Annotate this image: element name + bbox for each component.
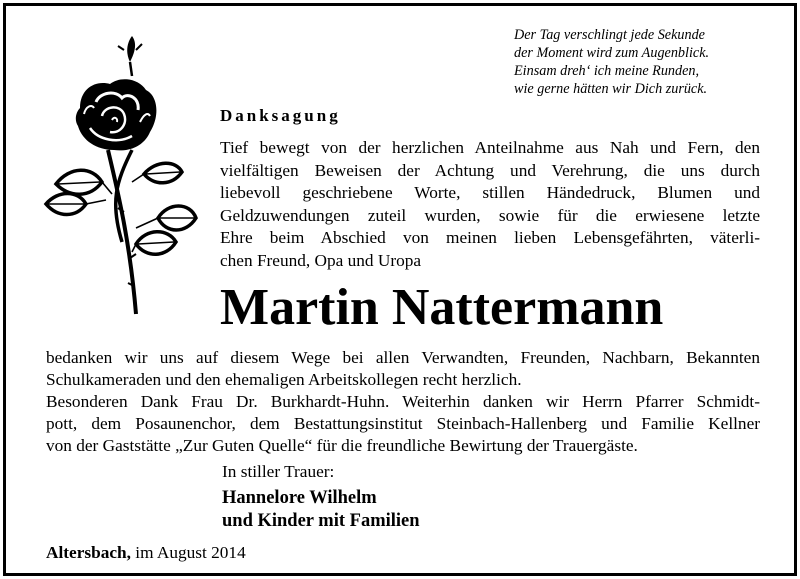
obituary-frame bbox=[3, 3, 797, 576]
mourning-line: In stiller Trauer: bbox=[222, 462, 335, 481]
intro-line: Ehre beim Abschied von meinen lieben Lebensgefährten, väterli- bbox=[220, 228, 760, 247]
body-line: Schulkameraden und den ehemaligen Arbeitskollegen recht herzlich. bbox=[46, 370, 522, 389]
body-line: von der Gaststätte „Zur Guten Quelle“ für die freundliche Bewirtung der Trauergäste. bbox=[46, 436, 638, 455]
rose-icon bbox=[40, 32, 200, 320]
signer-line: Hannelore Wilhelm bbox=[222, 488, 377, 508]
body-line: pott, dem Posaunenchor, dem Bestattungsinstitut Steinbach-Hallenberg und Familie Kellner bbox=[46, 414, 760, 433]
poem-line: Einsam dreh‘ ich meine Runden, bbox=[514, 63, 700, 79]
intro-paragraph bbox=[220, 137, 760, 272]
intro-line: liebevoll geschriebene Worte, stillen Händedruck, Blumen und bbox=[220, 183, 760, 202]
body-line: bedanken wir uns auf diesem Wege bei allen Verwandten, Freunden, Nachbarn, Bekannten bbox=[46, 348, 760, 367]
place-date bbox=[46, 542, 246, 564]
heading-danksagung: Danksagung bbox=[220, 106, 341, 125]
poem-line: wie gerne hätten wir Dich zurück. bbox=[514, 81, 708, 97]
poem-line: Der Tag verschlingt jede Sekunde bbox=[514, 27, 705, 43]
intro-line: chen Freund, Opa und Uropa bbox=[220, 250, 422, 270]
place-name: Altersbach, bbox=[46, 543, 131, 562]
intro-line: vielfältigen Beweisen der Achtung und Verehrung, die uns durch bbox=[220, 160, 760, 180]
deceased-name: Martin Nattermann bbox=[220, 279, 664, 336]
intro-line: Geldzuwendungen zuteil wurden, sowie für die erwiesene letzte bbox=[220, 205, 760, 225]
signer-line: und Kinder mit Familien bbox=[222, 511, 420, 531]
thanks-paragraph bbox=[46, 347, 760, 457]
date-text: im August 2014 bbox=[135, 543, 246, 562]
signers bbox=[222, 487, 420, 533]
poem-line: der Moment wird zum Augenblick. bbox=[514, 45, 710, 61]
poem bbox=[514, 26, 764, 98]
body-line: Besonderen Dank Frau Dr. Burkhardt-Huhn. Weiterhin danken wir Herrn Pfarrer Schmidt- bbox=[46, 392, 760, 411]
intro-line: Tief bewegt von der herzlichen Anteilnahme aus Nah und Fern, den bbox=[220, 138, 760, 157]
